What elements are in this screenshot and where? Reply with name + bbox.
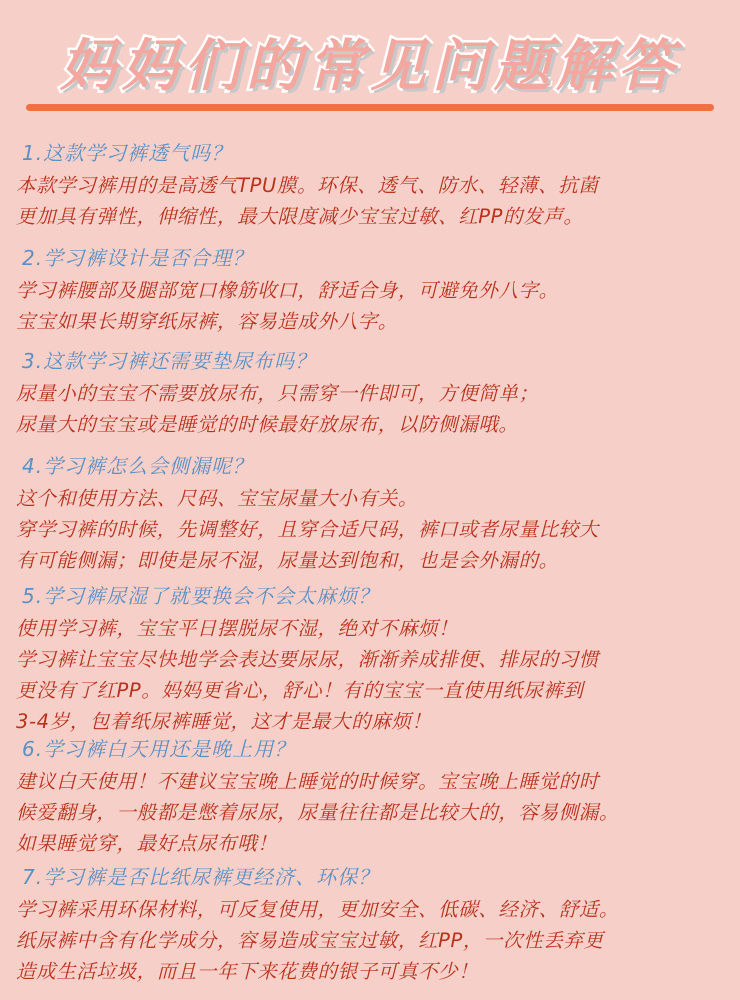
faq-question: 4.学习裤怎么会侧漏呢？ xyxy=(22,454,254,478)
faq-item-1 xyxy=(0,138,740,232)
answer-line: 宝宝如果长期穿纸尿裤，容易造成外八字。 xyxy=(16,310,398,333)
faq-question: 2.学习裤设计是否合理？ xyxy=(22,246,254,270)
answer-line: 这个和使用方法、尺码、宝宝尿量大小有关。 xyxy=(16,487,419,510)
answer-line: 纸尿裤中含有化学成分，容易造成宝宝过敏，红PP，一次性丢弃更 xyxy=(16,929,604,952)
title-banner xyxy=(0,18,740,106)
faq-item-7 xyxy=(0,862,740,987)
faq-question: 1.这款学习裤透气吗？ xyxy=(22,141,233,165)
faq-item-6 xyxy=(0,734,740,859)
answer-line: 学习裤腰部及腿部宽口橡筋收口，舒适合身，可避免外八字。 xyxy=(16,279,559,302)
faq-item-3 xyxy=(0,346,740,440)
faq-question: 3.这款学习裤还需要垫尿布吗？ xyxy=(22,349,317,373)
page-title: 妈妈们的常见问题解答 xyxy=(60,33,680,99)
faq-question: 6.学习裤白天用还是晚上用？ xyxy=(22,737,296,761)
answer-line: 3-4岁，包着纸尿裤睡觉，这才是最大的麻烦！ xyxy=(16,710,432,733)
faq-answer xyxy=(16,275,740,337)
answer-line: 穿学习裤的时候，先调整好，且穿合适尺码，裤口或者尿量比较大 xyxy=(16,518,599,541)
faq-item-4 xyxy=(0,451,740,576)
faq-question: 5.学习裤尿湿了就要换会不会太麻烦？ xyxy=(22,584,380,608)
answer-line: 尿量小的宝宝不需要放尿布，只需穿一件即可，方便简单； xyxy=(16,382,539,405)
answer-line: 候爱翻身，一般都是憋着尿尿，尿量往往都是比较大的，容易侧漏。 xyxy=(16,801,620,824)
faq-question: 7.学习裤是否比纸尿裤更经济、环保？ xyxy=(22,865,380,889)
faq-item-5 xyxy=(0,581,740,737)
answer-line: 更加具有弹性，伸缩性，最大限度减少宝宝过敏、红PP的发声。 xyxy=(16,205,584,228)
faq-answer xyxy=(16,613,740,737)
answer-line: 尿量大的宝宝或是睡觉的时候最好放尿布，以防侧漏哦。 xyxy=(16,413,519,436)
faq-answer xyxy=(16,483,740,576)
answer-line: 有可能侧漏；即使是尿不湿，尿量达到饱和，也是会外漏的。 xyxy=(16,549,559,572)
answer-line: 学习裤采用环保材料，可反复使用，更加安全、低碳、经济、舒适。 xyxy=(16,898,620,921)
answer-line: 建议白天使用！不建议宝宝晚上睡觉的时候穿。宝宝晚上睡觉的时 xyxy=(16,770,599,793)
faq-answer xyxy=(16,378,740,440)
faq-item-2 xyxy=(0,243,740,337)
faq-answer xyxy=(16,170,740,232)
answer-line: 更没有了红PP。妈妈更省心，舒心！有的宝宝一直使用纸尿裤到 xyxy=(16,679,584,702)
title-underline xyxy=(26,104,714,111)
answer-line: 本款学习裤用的是高透气TPU膜。环保、透气、防水、轻薄、抗菌 xyxy=(16,174,599,197)
answer-line: 学习裤让宝宝尽快地学会表达要尿尿，渐渐养成排便、排尿的习惯 xyxy=(16,648,599,671)
answer-line: 造成生活垃圾，而且一年下来花费的银子可真不少！ xyxy=(16,960,479,983)
answer-line: 如果睡觉穿，最好点尿布哦！ xyxy=(16,832,278,855)
faq-answer xyxy=(16,766,740,859)
faq-answer xyxy=(16,894,740,987)
answer-line: 使用学习裤，宝宝平日摆脱尿不湿，绝对不麻烦！ xyxy=(16,617,459,640)
